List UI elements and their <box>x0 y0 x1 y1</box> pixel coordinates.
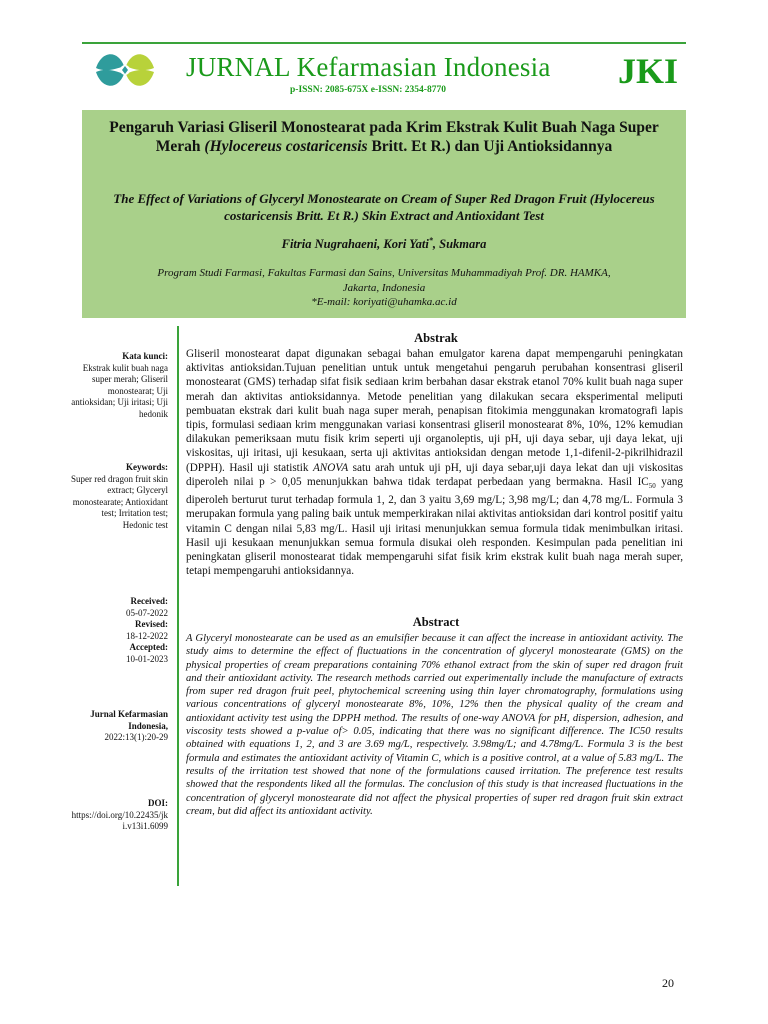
sidebar-doi <box>70 798 168 833</box>
keywords-label: Keywords: <box>126 462 168 472</box>
abstrak-ic-subscript: 50 <box>648 482 656 491</box>
abstrak-text-a: Gliseril monostearat dapat digunakan sebagai bahan emulgator karena dapat mempengaruhi peningkatan aktivitas antioksidan.Tujuan penelitian untuk untuk mengetahui pengaruh perubahan konsentrasi gliseril monostearat (GMS) terhadap sifat fisik sediaan krim berbahan dasar ekstrak etanol 70% kulit buah naga super merah dan aktivitas antioksidannya. Metode penelitian yang dilakukan secara eksperimental meliputi pembuatan ekstrak dari kulit buah naga super merah, penapisan fitokimia menggunakan kromatografi lapis tipis, formulasi sediaan krim menggunakan variasi konsentrasi gliseril monostearat 8%, 10%, 12% kemudian dilakukan pemeriksaan mutu fisik krim seperti uji organoleptis, uji pH, uji daya sebar, uji daya lekat, uji viskositas, uji iritasi, uji kesukaan, serta uji aktivitas antioksidan dengan metode 1,1-difenil-2-pikrilhidrazil (DPPH). Hasil uji statistik <box>186 348 683 474</box>
page-number: 20 <box>662 976 674 990</box>
citation-volume: 2022:13(1):20-29 <box>104 732 168 742</box>
title-id-part2: Britt. Et R.) dan Uji Antioksidannya <box>367 138 613 155</box>
keywords-text: Super red dragon fruit skin extract; Glyceryl monostearate; Antioxidant test; Irritation test; Hedonic test <box>71 473 168 530</box>
affiliation-line-1: Program Studi Farmasi, Fakultas Farmasi dan Sains, Universitas Muhammadiyah Prof. DR. HAMKA, <box>157 267 611 279</box>
journal-title: JURNAL Kefarmasian Indonesia <box>186 52 551 82</box>
received-label: Received: <box>130 596 168 606</box>
article-title-english: The Effect of Variations of Glyceryl Monostearate on Cream of Super Red Dragon Fruit (Hylocereus costaricensis Britt. Et R.) Skin Extract and Antioxidant Test <box>113 191 655 223</box>
article-title-indonesian <box>96 118 672 156</box>
abstract-heading: Abstract <box>412 615 460 629</box>
sidebar-divider <box>177 326 179 886</box>
abstract-text: A Glyceryl monostearate can be used as an emulsifier because it can affect the increase in antioxidant activity. The study aims to determine the effect of fluctuations in the concentration of glyceryl monostearate (GMS) on the physical properties of cream preparations containing 70% ethanol extract from the skin of super red dragon fruit and their antioxidant activity. The research methods carried out experimentally include the manufacture of extracts from super red dragon fruit peel, phytochemical screening using thin layer chromatography, formulations using various concentrations of glyceryl monostearate 8%, 10%, 12% then the physical quality of the cream and antioxidant activity test using the DPPH method. The results of one-way ANOVA for pH, dispersion, adhesion, and viscosity tests showed a p-value of> 0.05, indicating that there was no significant difference. The IC50 results obtained with equations 1, 2, and 3 are 3.69 mg/L, respectively. 3.98mg/L; and 4.78mg/L. Formula 3 is the best formula and estimates the antioxidant activity of Vitamin C, which is a positive control, at a value of 5.83 mg/L. The results of the irritation test showed that none of the formulations caused irritation. The preference test results showed that the respondents liked all the formulas. The conclusion of this study is that increased fluctuations in the concentration of glyceryl monostearate did not affect the physical properties of super red dragon fruit skin extract cream, but did affect its antioxidant activity. <box>186 633 683 817</box>
corresponding-email[interactable]: *E-mail: koriyati@uhamka.ac.id <box>311 296 457 308</box>
journal-logo <box>90 46 158 94</box>
header-rule <box>82 42 686 44</box>
authors <box>96 236 672 252</box>
accepted-label: Accepted: <box>129 642 168 652</box>
sidebar-dates <box>70 596 168 665</box>
abstrak-body <box>186 347 683 578</box>
doi-label: DOI: <box>148 798 168 808</box>
sidebar-keywords <box>70 462 168 531</box>
abstrak-heading: Abstrak <box>414 331 458 345</box>
sidebar-citation <box>70 709 168 744</box>
revised-date: 18-12-2022 <box>126 630 168 641</box>
issn-line: p-ISSN: 2085-675X e-ISSN: 2354-8770 <box>290 85 446 95</box>
abstrak-text-b: satu arah untuk uji pH, uji daya sebar,uji daya lekat dan uji viskositas diperoleh nilai p > 0,05 menunjukkan bahwa tidak terdapat perbedaan yang bermakna. Hasil IC <box>186 461 683 488</box>
abstrak-anova: ANOVA <box>312 461 349 474</box>
journal-abbrev: JKI <box>618 51 679 91</box>
doi-link[interactable]: https://doi.org/10.22435/jki.v13i1.6099 <box>71 809 168 831</box>
affiliation-line-2: Jakarta, Indonesia <box>342 281 426 294</box>
title-id-species: (Hylocereus costaricensis <box>204 138 368 155</box>
affiliation <box>110 266 658 310</box>
authors-a: Fitria Nugrahaeni, Kori Yati <box>281 237 429 252</box>
abstract-body <box>186 632 683 818</box>
revised-label: Revised: <box>135 619 168 629</box>
sidebar-kata-kunci <box>70 351 168 420</box>
title-id-part1: Pengaruh Variasi Gliseril Monostearat pada Krim Ekstrak Kulit Buah Naga Super Merah <box>109 119 659 155</box>
citation-journal: Jurnal Kefarmasian Indonesia, <box>90 709 168 731</box>
received-date: 05-07-2022 <box>126 607 168 618</box>
kata-kunci-text: Ekstrak kulit buah naga super merah; Gliseril monostearat; Uji antioksidan; Uji iritasi; Uji hedonik <box>71 362 168 419</box>
authors-b: , Sukmara <box>432 237 487 252</box>
corresponding-mark: * <box>428 236 433 245</box>
accepted-date: 10-01-2023 <box>126 653 168 664</box>
kata-kunci-label: Kata kunci: <box>122 351 168 361</box>
abstrak-text-c: yang diperoleh berturut turut terhadap formula 1, 2, dan 3 yaitu 3,69 mg/L; 3,98 mg/L; dan 4,78 mg/L. Formula 3 merupakan formula yang paling baik untuk memperkirakan nilai aktivitas antioksidan dari kontrol positif yaitu vitamin C dengan nilai 5,83 mg/L. Hasil uji iritasi menunjukkan semua formula tidak menimbulkan iritasi. Hasil uji kesukaan menunjukkan semua formula disukai oleh responden. Kesimpulan pada penelitian ini peningkatan gliseril monostearat tidak mempengaruhi sifat fisik krim ekstrak kulit buah naga merah super, tetapi mempengaruhi antioksidannya. <box>186 475 683 578</box>
